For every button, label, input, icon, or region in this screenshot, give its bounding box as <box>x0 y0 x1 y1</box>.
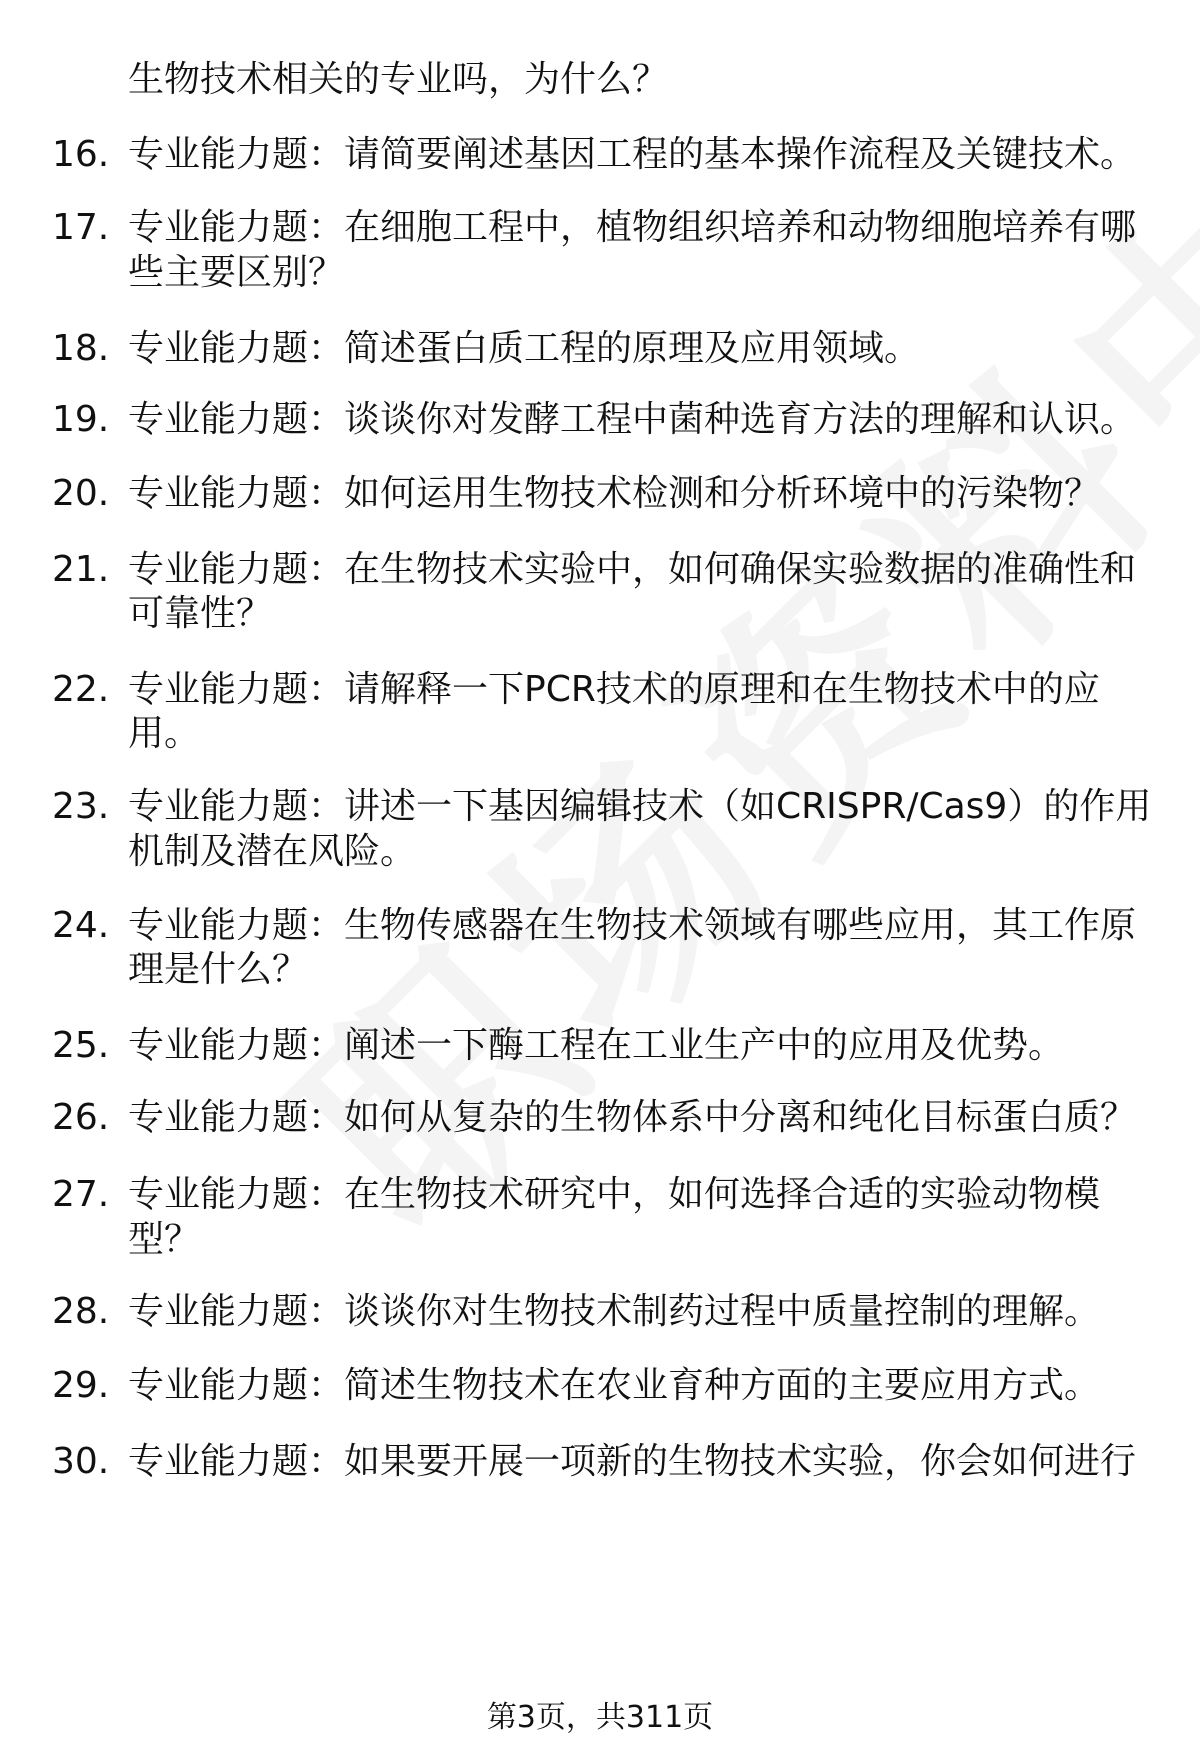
question-number: 25. <box>52 1025 110 1066</box>
question-text: 专业能力题：简述生物技术在农业育种方面的主要应用方式。 <box>128 1365 1101 1406</box>
intro-line: 生物技术相关的专业吗，为什么？ <box>128 59 669 100</box>
question-text: 专业能力题：如果要开展一项新的生物技术实验，你会如何进行 <box>128 1441 1137 1482</box>
question-text-continued: 可靠性？ <box>128 593 273 634</box>
question-text: 专业能力题：讲述一下基因编辑技术（如CRISPR/Cas9）的作用 <box>128 786 1152 827</box>
question-number: 30. <box>52 1441 110 1482</box>
question-text-continued: 理是什么？ <box>128 949 309 990</box>
question-text-continued: 用。 <box>128 713 201 754</box>
question-text: 专业能力题：请简要阐述基因工程的基本操作流程及关键技术。 <box>128 134 1137 175</box>
question-text-continued: 机制及潜在风险。 <box>128 831 417 872</box>
question-text: 专业能力题：如何运用生物技术检测和分析环境中的污染物？ <box>128 473 1101 514</box>
question-number: 24. <box>52 905 110 946</box>
question-text: 专业能力题：阐述一下酶工程在工业生产中的应用及优势。 <box>128 1025 1065 1066</box>
question-number: 21. <box>52 549 110 590</box>
question-text-continued: 型？ <box>128 1219 201 1260</box>
question-number: 28. <box>52 1291 110 1332</box>
page-footer: 第3页，共311页 <box>486 1700 714 1735</box>
question-number: 27. <box>52 1174 110 1215</box>
question-number: 19. <box>52 399 110 440</box>
question-number: 26. <box>52 1097 110 1138</box>
question-number: 23. <box>52 786 110 827</box>
question-text: 专业能力题：在生物技术研究中，如何选择合适的实验动物模 <box>128 1174 1101 1215</box>
question-text: 专业能力题：谈谈你对发酵工程中菌种选育方法的理解和认识。 <box>128 399 1137 440</box>
question-text: 专业能力题：在生物技术实验中，如何确保实验数据的准确性和 <box>128 549 1137 590</box>
question-number: 22. <box>52 669 110 710</box>
question-text: 专业能力题：如何从复杂的生物体系中分离和纯化目标蛋白质？ <box>128 1097 1137 1138</box>
question-text: 专业能力题：谈谈你对生物技术制药过程中质量控制的理解。 <box>128 1291 1101 1332</box>
question-text: 专业能力题：在细胞工程中，植物组织培养和动物细胞培养有哪 <box>128 207 1137 248</box>
question-number: 17. <box>52 207 110 248</box>
question-text: 专业能力题：生物传感器在生物技术领域有哪些应用，其工作原 <box>128 905 1137 946</box>
question-number: 20. <box>52 473 110 514</box>
question-text: 专业能力题：请解释一下PCR技术的原理和在生物技术中的应 <box>128 669 1100 710</box>
question-number: 18. <box>52 328 110 369</box>
question-number: 16. <box>52 134 110 175</box>
question-text-continued: 些主要区别？ <box>128 252 345 293</box>
question-text: 专业能力题：简述蛋白质工程的原理及应用领域。 <box>128 328 921 369</box>
question-number: 29. <box>52 1365 110 1406</box>
